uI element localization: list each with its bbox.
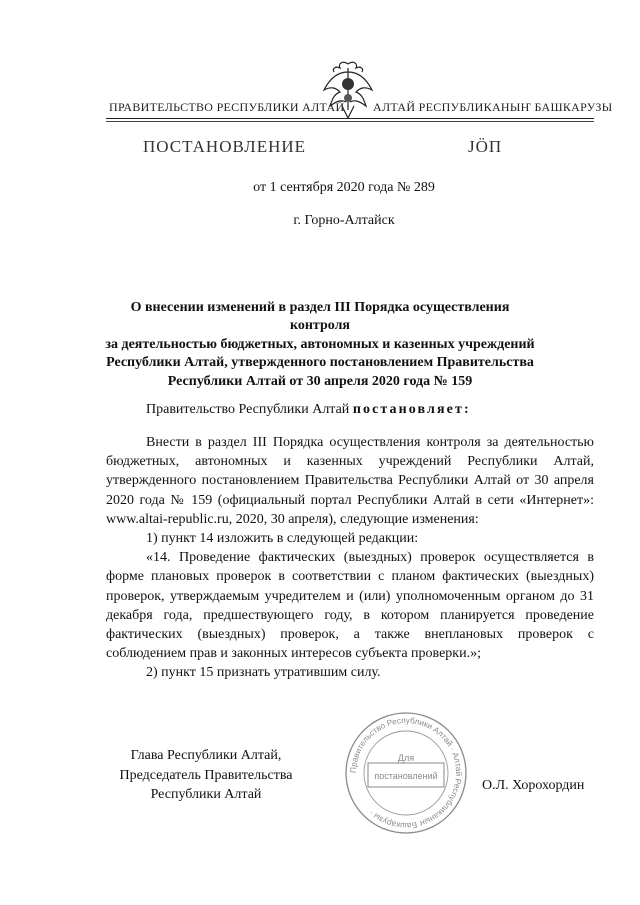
signatory-position-line: Председатель Правительства: [119, 767, 293, 783]
document-body: [106, 433, 594, 683]
signatory-position: [106, 746, 306, 805]
preamble-subject: Правительство Республики Алтай: [146, 402, 350, 417]
document-city: г. Горно-Алтайск: [293, 213, 395, 228]
preamble: [146, 402, 471, 418]
body-intro-paragraph: Внести в раздел III Порядка осуществления контроля за деятельностью бюджетных, автономных и казенных учреждений Республики Алтай, утвержденного постановлением Правительства Республики Алтай от 30 апреля 2020 года № 159 (официальный портал Республики Алтай в сети «Интернет»: www.altai-republic.ru, 2020, 30 апреля), следующие изменения:: [106, 435, 594, 527]
document-date-number: от 1 сентября 2020 года № 289: [253, 180, 435, 195]
body-item-1: 1) пункт 14 изложить в следующей редакции:: [146, 531, 419, 547]
seal-center-line-1: Для: [397, 753, 415, 763]
body-quoted-paragraph: «14. Проведение фактических (выездных) проверок осуществляется в форме плановых проверок в соответствии с планом фактических (выездных) проверок, утверждаемым учредителем и (или) уполномоченным органом до 31 декабря года, предшествующего году, в котором планируется проведение фактических (выездных) проверок, а также внеплановых проверок с соблюдением прав и законных интересов субъекта проверки.»;: [106, 550, 594, 662]
document-type-ru: ПОСТАНОВЛЕНИЕ: [143, 137, 307, 156]
signatory-position-line: Республики Алтай: [150, 787, 262, 802]
document-type-altai: JÖП: [468, 137, 503, 156]
header-rule-thin: [106, 121, 594, 122]
seal-center-line-2: постановлений: [374, 771, 438, 781]
title-line: Республики Алтай, утвержденного постановлением Правительства: [106, 355, 534, 371]
document-title: [100, 299, 540, 391]
signatory-position-line: Глава Республики Алтай,: [130, 748, 282, 763]
signatory-name: О.Л. Хорохордин: [482, 778, 585, 793]
seal-ring-text: Правительство Республики Алтай · Алтай Республиканыҥ Башкарузы ·: [348, 715, 464, 831]
header-rule-thick: [106, 118, 594, 119]
government-name-ru: ПРАВИТЕЛЬСТВО РЕСПУБЛИКИ АЛТАЙ: [109, 100, 345, 114]
title-line: О внесении изменений в раздел III Порядка осуществления контроля: [130, 300, 510, 334]
official-seal-stamp: [343, 710, 469, 836]
body-item-2: 2) пункт 15 признать утратившим силу.: [146, 665, 381, 681]
title-line: Республики Алтай от 30 апреля 2020 года № 159: [167, 373, 473, 389]
title-line: за деятельностью бюджетных, автономных и казенных учреждений: [105, 336, 535, 352]
government-name-altai: АЛТАЙ РЕСПУБЛИКАНЫҤ БАШКАРУЗЫ: [373, 100, 613, 114]
preamble-verb: постановляет:: [352, 402, 471, 417]
